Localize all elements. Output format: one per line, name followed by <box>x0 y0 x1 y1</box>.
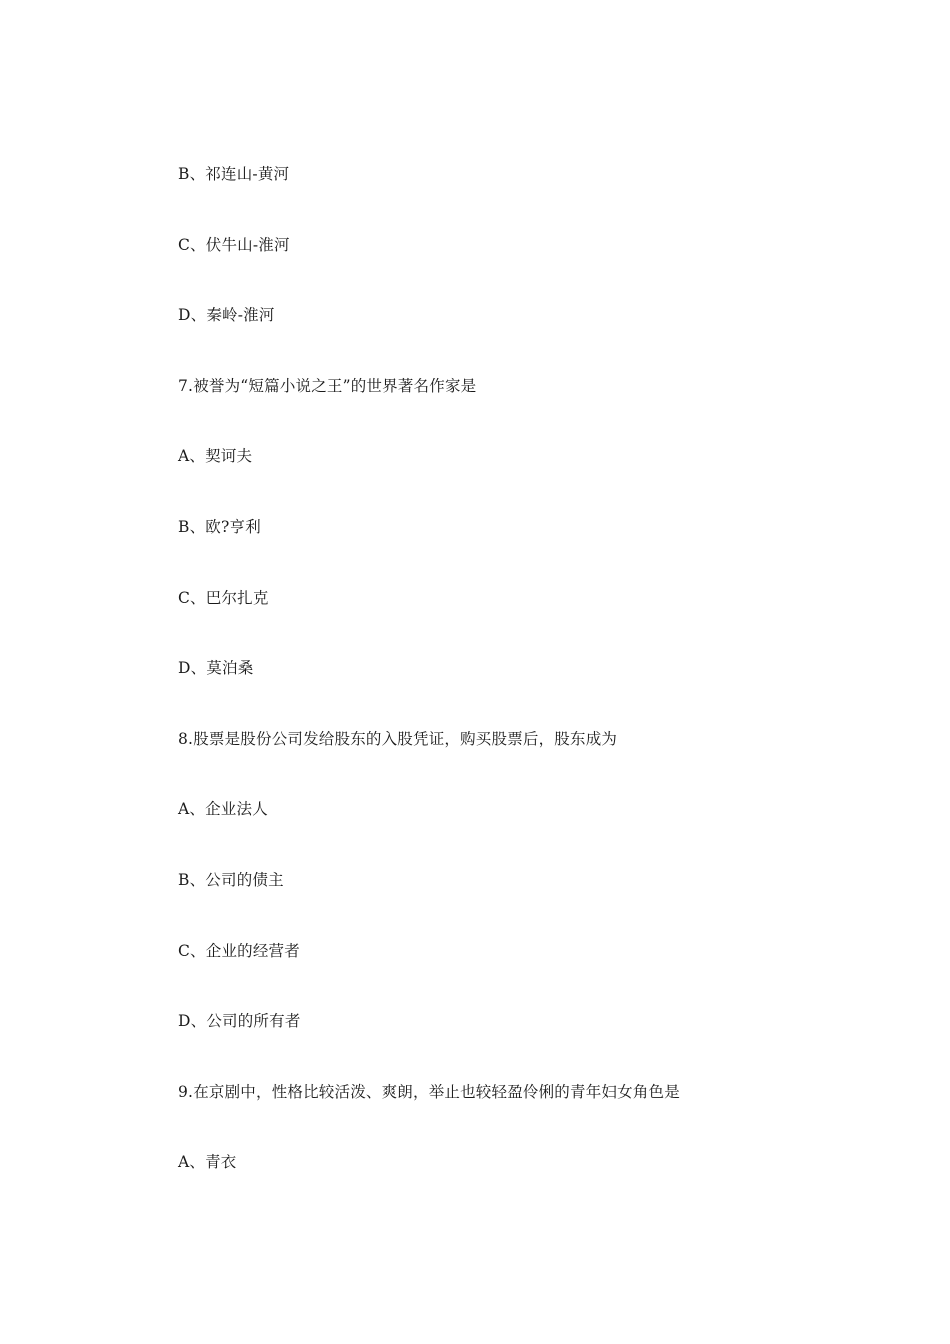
option-c-q7: C、巴尔扎克 <box>178 588 269 607</box>
option-c-q6: C、伏牛山-淮河 <box>178 235 290 254</box>
option-a-q9: A、青衣 <box>178 1153 237 1172</box>
option-b-q7: B、欧?亨利 <box>178 517 261 536</box>
option-a-q7: A、契诃夫 <box>178 447 253 466</box>
option-d-q7: D、莫泊桑 <box>178 659 254 678</box>
question-7: 7.被誉为“短篇小说之王”的世界著名作家是 <box>178 376 477 395</box>
option-d-q6: D、秦岭-淮河 <box>178 306 275 325</box>
question-list <box>178 163 898 1222</box>
option-a-q8: A、企业法人 <box>178 800 268 819</box>
option-d-q8: D、公司的所有者 <box>178 1012 301 1031</box>
question-8: 8.股票是股份公司发给股东的入股凭证，购买股票后，股东成为 <box>178 729 618 748</box>
option-b-q6: B、祁连山-黄河 <box>178 165 290 183</box>
question-9: 9.在京剧中，性格比较活泼、爽朗，举止也较轻盈伶俐的青年妇女角色是 <box>178 1082 680 1101</box>
option-c-q8: C、企业的经营者 <box>178 941 300 960</box>
option-b-q8: B、公司的债主 <box>178 870 284 889</box>
